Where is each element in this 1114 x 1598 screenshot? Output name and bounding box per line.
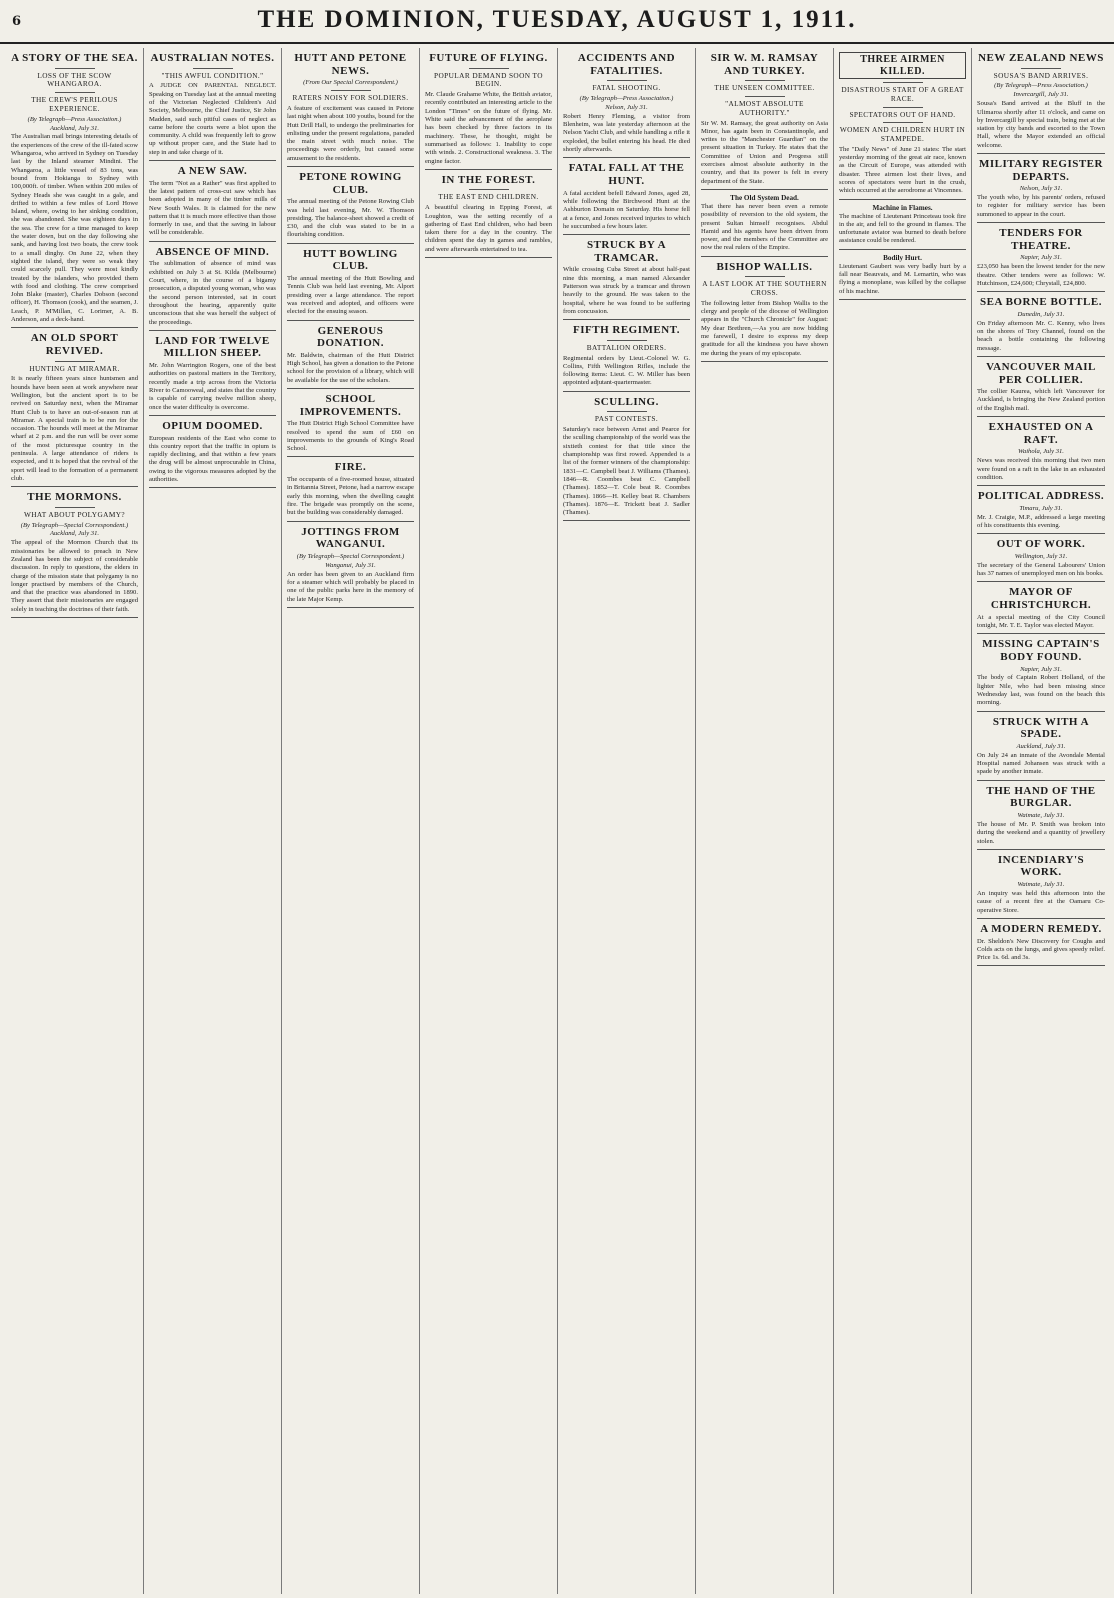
article-end-rule — [563, 234, 690, 235]
article-dateline: Wellington, July 31. — [1014, 552, 1068, 560]
article-body: The annual meeting of the Hutt Bowling and Tennis Club was held last evening, Mr. Alport presiding over a large attendance. The report was received and adopted, and officers were elected for the ensuing season. — [287, 275, 414, 316]
article-end-rule — [563, 391, 690, 392]
article-headline: FIFTH REGIMENT. — [573, 324, 680, 337]
article-headline: BISHOP WALLIS. — [716, 260, 813, 273]
article-body: £23,050 has been the lowest tender for the new theatre. Other tenders were as follows: W. Hutchinson, £24,600; Chrystall, £24,800. — [977, 263, 1105, 287]
article — [563, 239, 690, 320]
article — [839, 52, 966, 200]
article-dateline: Nelson, July 31. — [1019, 185, 1063, 193]
article-headline: TENDERS FOR THEATRE. — [999, 227, 1083, 252]
article-headline: PETONE ROWING CLUB. — [299, 171, 402, 196]
article-body: The appeal of the Mormon Church that its missionaries be allowed to preach in New Zealand has been the subject of considerable discussion. In reply to questions, the elders in charge of the mission state that polygamy is no longer practised by members of the Church, and that the practice was abandoned in 1890. They assert that their missionaries are engaged solely in teaching the doctrines of their faith. — [11, 539, 138, 613]
article-dateline: Auckland, July 31. — [49, 124, 100, 132]
article-end-rule — [977, 581, 1105, 582]
article-end-rule — [977, 849, 1105, 850]
article — [977, 227, 1105, 292]
article-body: An inquiry was held this afternoon into the cause of a recent fire at the Oamaru Co-operative Store. — [977, 890, 1105, 914]
article — [11, 491, 138, 618]
article-headline: AUSTRALIAN NOTES. — [150, 52, 275, 64]
article-byline: (By Telegraph—Press Association.) — [27, 115, 122, 123]
article — [149, 335, 276, 416]
article-body: While crossing Cuba Street at about half-past nine this morning, a man named Alexander Patterson was struck by a tramcar and thrown heavily to the ground. He was taken to the hospital, where he was found to be suffering from concussion. — [563, 266, 690, 315]
article-end-rule — [977, 356, 1105, 357]
article-body: That there has never been even a remote possibility of reversion to the old system, the present Sultan himself recognises. Abdul Hamid and his agents have been driven from power, and the members of the Committee are now the real rulers of the Empire. — [701, 202, 828, 252]
article-body: The sublimation of absence of mind was exhibited on July 3 at St. Kilda (Melbourne) Court, where, in the course of a bigamy prosecution, a disputed young woman, who was the second person interested, sat in court throughout the hearing, apparently quite unconscious that she was herself the subject of the proceedings. — [149, 260, 276, 326]
article-body: The "Daily News" of June 21 states: The start yesterday morning of the great air race, known as the Circuit of Europe, was attended with disaster. Three airmen lost their lives, and scores of spectators were hurt in the crush, which occurred at the aerodrome at Vincennes. — [839, 145, 966, 195]
article-body: The secretary of the General Labourers' Union has 37 names of unemployed men on his books. — [977, 561, 1105, 578]
article-body: An order has been given to an Auckland firm for a steamer which will probably be placed in one of the public parks here in the memory of the late Major Kemp. — [287, 570, 414, 603]
article-end-rule — [287, 166, 414, 167]
article — [563, 324, 690, 392]
article-body: Lieutenant Gaubert was very badly hurt by a fall near Beauvais, and M. Lemartin, who was flying a monoplane, was killed by the collapse of his machine. — [839, 262, 966, 295]
column-5 — [558, 48, 696, 1594]
article-body: A beautiful clearing in Epping Forest, at Loughton, was the setting recently of a gathering of East End children, who had been taken there for a day in the country. The children spent the day in games and rambles, and were afterwards entertained to tea. — [425, 204, 552, 253]
article-deck: POPULAR DEMAND SOON TO BEGIN. — [434, 70, 543, 89]
article-body: Robert Henry Fleming, a visitor from Blenheim, was late yesterday afternoon at the Nelson Yacht Club, and while handling a rifle it exploded, the bullet entering his head. He died shortly afterwards. — [563, 112, 690, 154]
divider-rule — [1021, 68, 1061, 69]
article-end-rule — [977, 965, 1105, 966]
column-3 — [282, 48, 420, 1594]
article-deck: THE UNSEEN COMMITTEE. — [714, 83, 815, 93]
article-headline: THE HAND OF THE BURGLAR. — [986, 784, 1096, 810]
article-headline: NEW ZEALAND NEWS — [978, 52, 1104, 64]
article-deck: BATTALION ORDERS. — [586, 342, 667, 352]
article — [287, 325, 414, 389]
article-body: Sousa's Band arrived at the Bluff in the Ulimaroa shortly after 11 o'clock, and came on by Invercargill by special train, being met at the station by city bands and escorted to the Town Hall, where the Mayor extended an official welcome. — [977, 100, 1105, 149]
article — [563, 52, 690, 158]
article-end-rule — [11, 327, 138, 328]
article-deck: THE EAST END CHILDREN. — [438, 192, 539, 202]
divider-rule — [55, 92, 95, 93]
article-dateline: Waimate, July 31. — [1017, 812, 1065, 820]
article-body: It is nearly fifteen years since huntsmen and hounds have been seen at work anywhere near Wellington, but the ancient sport is to be revived on Saturday next, when the Miramar Hunt Club is to have an out-of-season run at Miramar. A special train is to be run for the occasion. The hounds will meet at the Miramar wharf at 2 p.m. and the run will be over some of the most picturesque country in the peninsula. A large attendance of riders is expected, and it is hoped that the revival of the sport will lead to the formation of a permanent club. — [11, 375, 138, 482]
article-end-rule — [287, 521, 414, 522]
article-body: The Australian mail brings interesting details of the experiences of the crew of the ill-fated scow Whangaroa, who arrived in Sydney on Tuesday last by the Inland steamer Mindini. The Whangaroa, a little vessel of 83 tons, was bound from Hokianga to Sydney with 100,000ft. of timber. When within 200 miles of Sydney Heads she was caught in a gale, and drifted to within a few miles of Lord Howe Island, where, owing to her sinking condition, she was abandoned. She was eighteen days in the sea. The crew for a time managed to keep the water down, but on the day following she sank, and having lost two boats, the crew took to a small dinghy. On June 22, when they sighted the island, they were so weak they could scarcely pull. They were most kindly treated by the islanders, who provided them with food and clothing. The crew comprised John Blake (master), Charles Dobson (second officer), H. Thomson (cook), and the seamen, J. Leach, P. M'Millan, C. Lorimer, A. B. Anderson, and a deck-hand. — [11, 133, 138, 323]
article-body: Dr. Sheldon's New Discovery for Coughs and Colds acts on the lungs, and gives speedy relief. Price 1s. 6d. and 3s. — [977, 937, 1105, 962]
article-headline: POLITICAL ADDRESS. — [977, 490, 1105, 503]
divider-rule — [55, 68, 95, 69]
article-body: A JUDGE ON PARENTAL NEGLECT. Speaking on Tuesday last at the annual meeting of the Victorian Neglected Children's Aid Society, Melbourne, the Chief Justice, Sir John Madden, said such pitiful cases of neglect as came before the courts were a blot upon the community. A child was frequently left to grow up without proper care, and the State had to step in and take charge of it. — [149, 82, 276, 156]
divider-rule — [193, 68, 233, 69]
article-body: The house of Mr. P. Smith was broken into during the weekend and a quantity of jewellery stolen. — [977, 820, 1105, 845]
article — [149, 52, 276, 161]
article-dateline: Waimate, July 31. — [1017, 881, 1065, 889]
article-deck: SPECTATORS OUT OF HAND. — [849, 109, 956, 119]
article-headline: GENEROUS DONATION. — [317, 324, 384, 350]
article — [977, 785, 1105, 850]
article-end-rule — [977, 711, 1105, 712]
article-headline: MISSING CAPTAIN'S BODY FOUND. — [982, 638, 1100, 663]
article-headline: SIR W. M. RAMSAY AND TURKEY. — [710, 52, 819, 77]
article-dateline: Nelson, July 31. — [605, 103, 648, 111]
article-end-rule — [149, 241, 276, 242]
article-body: Mr. John Warrington Rogers, one of the best authorities on pastoral matters in the Territory, recently made a trip across from the Victoria River to Camooweal, and states that the country is capable of carrying twelve million sheep, once the water difficulty is overcome. — [149, 362, 276, 411]
article-deck: "ALMOST ABSOLUTE AUTHORITY." — [725, 99, 804, 117]
article — [977, 52, 1105, 154]
article-dateline: Invercargill, July 31. — [1013, 91, 1069, 99]
divider-rule — [469, 68, 509, 69]
article-body: A feature of excitement was caused in Petone last night when about 100 youths, bound for the Hutt Drill Hall, to undergo the preliminaries for enlisting under the present regulations, paraded the main street with much noise. The proceedings were orderly, but caused some amusement to the residents. — [287, 104, 414, 162]
article-deck: LOSS OF THE SCOW WHANGAROA. — [37, 70, 112, 89]
divider-rule — [55, 361, 95, 362]
article-deck: SOUSA'S BAND ARRIVES. — [993, 70, 1089, 80]
article-headline: SCHOOL IMPROVEMENTS. — [299, 393, 402, 418]
article-deck: DISASTROUS START OF A GREAT RACE. — [841, 85, 964, 103]
article — [563, 396, 690, 522]
divider-rule — [607, 411, 647, 412]
article-body: Saturday's race between Arnst and Pearce for the sculling championship of the world was the sixtieth contest for that title since the championship was first rowed. Appended is a list of the former winners of the championship: 1831—C. Campbell beat J. Williams (Thames). 1846—R. Coombes beat C. Campbell (Thames). 1852—T. Cole beat R. Coombes (Thames). 1866—H. Kelley beat R. Chambers (Thames). 1876—E. Trickett beat J. Sadler (Thames). — [563, 426, 690, 517]
column-1 — [6, 48, 144, 1594]
article-end-rule — [287, 388, 414, 389]
article — [149, 420, 276, 488]
article-headline: SEA BORNE BOTTLE. — [980, 296, 1102, 309]
article-headline: FIRE. — [334, 461, 367, 474]
article — [839, 254, 966, 300]
article — [287, 393, 414, 457]
article-end-rule — [977, 222, 1105, 223]
article-headline: EXHAUSTED ON A RAFT. — [988, 421, 1094, 446]
divider-rule — [745, 276, 785, 277]
article-headline: INCENDIARY'S WORK. — [997, 853, 1085, 879]
article-dateline: Auckland, July 31. — [1016, 742, 1066, 750]
article — [977, 361, 1105, 417]
article — [977, 923, 1105, 967]
article — [977, 158, 1105, 223]
article-end-rule — [839, 299, 966, 300]
article-end-rule — [701, 256, 828, 257]
article-end-rule — [149, 330, 276, 331]
article-end-rule — [977, 533, 1105, 534]
article-headline: THE MORMONS. — [27, 491, 122, 504]
article-body: The annual meeting of the Petone Rowing Club was held last evening, Mr. W. Thomson presiding. The balance-sheet showed a credit of £30, and the club was stated to be in a flourishing condition. — [287, 198, 414, 239]
article-dateline: Waihola, July 31. — [1018, 448, 1064, 456]
article — [287, 52, 414, 167]
article-body: The Hutt District High School Committee have resolved to spend the sum of £60 on improvements to the grounds of King's Road School. — [287, 420, 414, 453]
article — [11, 332, 138, 487]
article-headline: OPIUM DOOMED. — [162, 419, 263, 432]
article-end-rule — [977, 918, 1105, 919]
article-end-rule — [701, 361, 828, 362]
divider-rule — [883, 107, 923, 108]
article-body: The occupants of a five-roomed house, situated in Britannia Street, Petone, had a narrow escape early this morning, when the dwelling caught fire. The brigade was promptly on the scene, but the building was considerably damaged. — [287, 476, 414, 517]
article-end-rule — [839, 249, 966, 250]
article-headline: ABSENCE OF MIND. — [155, 245, 270, 258]
article-end-rule — [977, 633, 1105, 634]
masthead — [0, 0, 1114, 44]
article-dateline: Napier, July 31. — [1020, 254, 1062, 262]
article-end-rule — [287, 607, 414, 608]
article-headline: OUT OF WORK. — [996, 538, 1086, 551]
article — [701, 194, 828, 257]
article-end-rule — [11, 486, 138, 487]
divider-rule — [469, 189, 509, 190]
article-body: A fatal accident befell Edward Jones, aged 28, while following the Birchwood Hunt at the Ashburton Domain on Saturday. His horse fell at a fence, and Jones received injuries to which he succumbed a few hours later. — [563, 189, 690, 230]
article — [425, 52, 552, 170]
article-end-rule — [425, 257, 552, 258]
article — [977, 421, 1105, 486]
article-headline: FATAL FALL AT THE HUNT. — [568, 162, 685, 187]
article-deck: FATAL SHOOTING. — [592, 83, 661, 93]
article — [839, 204, 966, 250]
column-6 — [696, 48, 834, 1594]
article-deck: RATERS NOISY FOR SOLDIERS. — [292, 93, 409, 103]
article-headline: SCULLING. — [594, 395, 659, 408]
article-headline: STRUCK BY A TRAMCAR. — [586, 239, 667, 264]
article-headline: LAND FOR TWELVE MILLION SHEEP. — [155, 334, 270, 360]
article-end-rule — [977, 416, 1105, 417]
article-end-rule — [287, 456, 414, 457]
article — [977, 716, 1105, 781]
newspaper-page — [6, 48, 1110, 1594]
article-headline: ACCIDENTS AND FATALITIES. — [577, 52, 676, 77]
article-headline: HUTT AND PETONE NEWS. — [294, 52, 407, 77]
article-end-rule — [563, 157, 690, 158]
article-body: The collier Kaurea, which left Vancouver for Auckland, is bringing the New Zealand portion of the English mail. — [977, 388, 1105, 412]
article-body: Sir W. M. Ramsay, the great authority on Asia Minor, has again been in Constantinople, and writes to the "Manchester Guardian" on the present situation in Turkey. He states that the Committee of Union and Progress still exercises almost absolute authority in the country, and that its power is felt in every department of the State. — [701, 119, 828, 185]
divider-rule — [55, 507, 95, 508]
article — [977, 854, 1105, 919]
article-deck: "THIS AWFUL CONDITION." — [161, 70, 264, 80]
article-end-rule — [977, 153, 1105, 154]
article-body: Mr. J. Craigie, M.P., addressed a large meeting of his constituents this evening. — [977, 513, 1105, 529]
article-dateline: Timaru, July 31. — [1019, 504, 1063, 512]
article-deck: PAST CONTESTS. — [594, 414, 659, 424]
article-byline: (By Telegraph—Press Association.) — [579, 95, 674, 103]
article — [11, 52, 138, 328]
divider-rule — [331, 90, 371, 91]
article-headline: A NEW SAW. — [177, 165, 248, 178]
article — [977, 586, 1105, 634]
article-body: The machine of Lieutenant Princeteau took fire in the air, and fell to the ground in flames. The unfortunate aviator was burned to death before assistance could be rendered. — [839, 212, 966, 245]
article-byline: (By Telegraph—Special Correspondent.) — [20, 521, 129, 529]
newspaper-title: THE DOMINION, TUESDAY, AUGUST 1, 1911. — [257, 6, 857, 33]
divider-rule — [607, 340, 647, 341]
article-body: The youth who, by his parents' orders, refused to register for military service has been summoned to appear in the court. — [977, 194, 1105, 218]
article-dateline: Wanganui, July 31. — [325, 561, 376, 569]
article-deck: WHAT ABOUT POLYGAMY? — [23, 509, 126, 519]
article — [977, 538, 1105, 582]
column-8 — [972, 48, 1110, 1594]
article-body: News was received this morning that two men were found on a raft in the lake in an exhausted condition. — [977, 457, 1105, 481]
article-headline: THREE AIRMEN KILLED. — [839, 52, 966, 79]
article-deck: WOMEN AND CHILDREN HURT IN STAMPEDE. — [839, 125, 966, 143]
article-dateline: Dunedin, July 31. — [1017, 310, 1065, 318]
article-headline: A STORY OF THE SEA. — [11, 52, 138, 64]
article-end-rule — [287, 320, 414, 321]
article — [563, 162, 690, 235]
article-headline: FUTURE OF FLYING. — [429, 52, 548, 64]
article-end-rule — [701, 189, 828, 190]
article-subhead: The Old System Dead. — [730, 193, 799, 202]
article-body: European residents of the East who come to this country report that the traffic in opium is rapidly declining, and that within a few years the drug will be almost unprocurable in China, owing to the vigorous measures adopted by the authorities. — [149, 434, 276, 483]
article-body: The following letter from Bishop Wallis to the clergy and people of the diocese of Wellington appears in the "Church Chronicle" for August: My dear Brethren,—As you are now bidding me farewell, I desire to express my deep gratitude for all the kindness you have shown me during the years of my episcopate. — [701, 299, 828, 357]
article-end-rule — [977, 780, 1105, 781]
page-number: 6 — [12, 14, 22, 29]
article — [977, 638, 1105, 711]
article-end-rule — [149, 487, 276, 488]
article-subhead: Bodily Hurt. — [883, 253, 922, 262]
article-headline: AN OLD SPORT REVIVED. — [30, 332, 119, 357]
article-deck: A LAST LOOK AT THE SOUTHERN CROSS. — [702, 279, 827, 298]
divider-rule — [745, 96, 785, 97]
divider-rule — [607, 80, 647, 81]
article-end-rule — [425, 169, 552, 170]
article — [701, 52, 828, 190]
article-deck: HUNTING AT MIRAMAR. — [29, 363, 120, 373]
divider-rule — [883, 82, 923, 83]
article-headline: HUTT BOWLING CLUB. — [303, 247, 398, 273]
article-body: On July 24 an inmate of the Avondale Mental Hospital named Johansen was struck with a spade by another inmate. — [977, 751, 1105, 776]
article-headline: MAYOR OF CHRISTCHURCH. — [990, 586, 1092, 612]
divider-rule — [745, 80, 785, 81]
article-byline: (From Our Special Correspondent.) — [303, 79, 398, 87]
article-body: Mr. Baldwin, chairman of the Hutt District High School, has given a donation to the Petone school for the provision of a library, which will be available for the use of the scholars. — [287, 351, 414, 384]
article-end-rule — [977, 291, 1105, 292]
article-end-rule — [563, 319, 690, 320]
article-end-rule — [977, 485, 1105, 486]
article-headline: STRUCK WITH A SPADE. — [992, 715, 1090, 741]
article-body: On Friday afternoon Mr. C. Kenny, who lives on the shores of Tory Channel, found on the beach a bottle containing the following message. — [977, 319, 1105, 352]
article-headline: A MODERN REMEDY. — [980, 922, 1102, 935]
article-end-rule — [11, 617, 138, 618]
article-headline: MILITARY REGISTER DEPARTS. — [979, 157, 1103, 183]
article — [977, 490, 1105, 534]
article-body: Mr. Claude Grahame White, the British aviator, recently contributed an interesting article to the London "Times" on the future of flying. Mr. White said the advancement of the aeroplane has been checked by three factors in its machinery. These, he thought, might be summarised as follows: 1. Inability to cope with winds. 2. Constructional weakness. 3. The engine factor. — [425, 91, 552, 165]
article — [287, 171, 414, 244]
article-end-rule — [287, 243, 414, 244]
article-subhead: Machine in Flames. — [872, 203, 933, 212]
article-body: The term "Not as a Rather" was first applied to the latest pattern of cross-cut saw which has been adopted in many of the timber mills of New South Wales. It is claimed for the new pattern that it is much more effective than those formerly in use, and that the saving in labour will be considerable. — [149, 179, 276, 237]
article — [425, 174, 552, 258]
divider-rule — [883, 122, 923, 123]
article-body: Regimental orders by Lieut.-Colonel W. G. Collins, Fifth Wellington Rifles, include the following items: Lieut. C. W. Miller has been appointed adjutant-quartermaster. — [563, 354, 690, 387]
article — [149, 246, 276, 331]
column-4 — [420, 48, 558, 1594]
article-byline: (By Telegraph—Press Association.) — [994, 82, 1088, 90]
article — [287, 248, 414, 321]
article-end-rule — [149, 160, 276, 161]
article-headline: VANCOUVER MAIL PER COLLIER. — [986, 360, 1096, 386]
article-headline: JOTTINGS FROM WANGANUI. — [301, 525, 400, 551]
article — [977, 296, 1105, 357]
article-body: At a special meeting of the City Council tonight, Mr. T. E. Taylor was elected Mayor. — [977, 613, 1105, 629]
article-headline: IN THE FOREST. — [441, 173, 536, 186]
article-body: The body of Captain Robert Holland, of the lighter Nile, who had been missing since Wednesday last, was found on the beach this morning. — [977, 674, 1105, 707]
column-2 — [144, 48, 282, 1594]
article-dateline: Napier, July 31. — [1020, 665, 1062, 673]
article-deck: THE CREW'S PERILOUS EXPERIENCE. — [31, 95, 118, 113]
article-byline: (By Telegraph—Special Correspondent.) — [296, 552, 405, 560]
article-end-rule — [839, 199, 966, 200]
article — [287, 526, 414, 608]
article — [701, 261, 828, 362]
article — [149, 165, 276, 242]
column-7 — [834, 48, 972, 1594]
article-end-rule — [563, 520, 690, 521]
article-end-rule — [149, 415, 276, 416]
article — [287, 461, 414, 521]
article-dateline: Auckland, July 31. — [49, 530, 100, 538]
